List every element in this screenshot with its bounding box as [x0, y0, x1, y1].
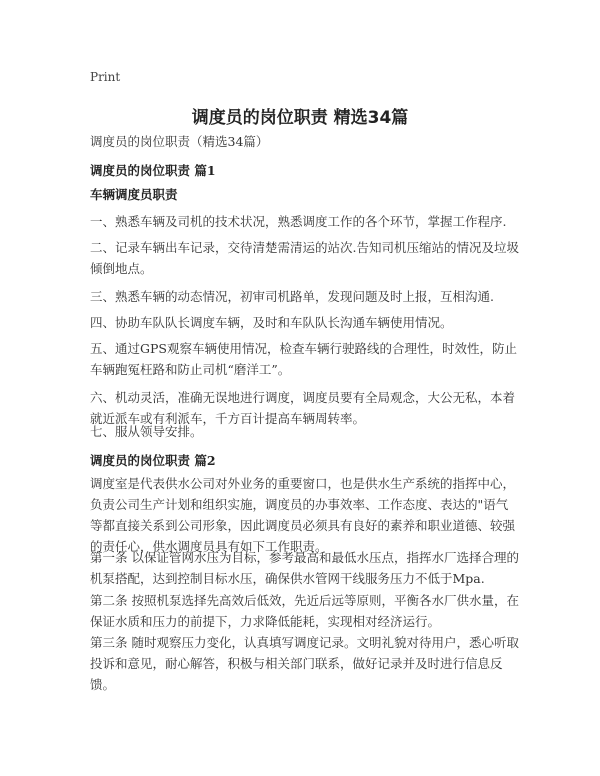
document-subtitle: 调度员的岗位职责（精选34篇） — [90, 134, 269, 149]
list-item: 四、协助车队队长调度车辆，及时和车队队长沟通车辆使用情况。 — [90, 315, 453, 330]
paragraph: 第三条 随时观察压力变化，认真填写调度记录。文明礼貌对待用户，悉心听取投诉和意见，耐心解答，积极与相关部门联系，做好记录并及时进行信息反馈。 — [90, 635, 519, 692]
list-item: 五、通过GPS观察车辆使用情况，检查车辆行驶路线的合理性，时效性，防止车辆跑冤枉路和防止司机“磨洋工”。 — [90, 341, 517, 377]
section2-heading: 调度员的岗位职责 篇2 — [90, 453, 216, 468]
paragraph: 第一条 以保证管网水压为目标，参考最高和最低水压点，指挥水厂选择合理的机泵搭配，达到控制目标水压，确保供水管网干线服务压力不低于Mpa. — [90, 550, 519, 586]
list-item: 七、服从领导安排。 — [90, 424, 203, 439]
list-item: 二、记录车辆出车记录，交待清楚需清运的站次.告知司机压缩站的情况及垃圾倾倒地点。 — [90, 240, 519, 276]
paragraph: 第二条 按照机泵选择先高效后低效，先近后远等原则，平衡各水厂供水量，在保证水质和压力的前提下，力求降低能耗，实现相对经济运行。 — [90, 593, 519, 629]
list-item: 三、熟悉车辆的动态情况，初审司机路单，发现问题及时上报，互相沟通. — [90, 289, 494, 304]
print-label: Print — [90, 70, 121, 84]
paragraph: 调度室是代表供水公司对外业务的重要窗口，也是供水生产系统的指挥中心，负责公司生产计划和组织实施，调度员的办事效率、工作态度、表达的"语气等都直接关系到公司形象，因此调度员必须具有良好的素养和职业道德、较强的责任心，供水调度员具有如下工作职责。 — [90, 476, 516, 554]
section1-subheading: 车辆调度员职责 — [90, 187, 178, 202]
list-item: 六、机动灵活，准确无误地进行调度，调度员要有全局观念，大公无私，本着就近派车或有利派车，千方百计提高车辆周转率。 — [90, 390, 516, 426]
document-title: 调度员的岗位职责 精选34篇 — [191, 108, 409, 128]
list-item: 一、熟悉车辆及司机的技术状况，熟悉调度工作的各个环节，掌握工作程序. — [90, 214, 507, 229]
section1-heading: 调度员的岗位职责 篇1 — [90, 163, 216, 178]
